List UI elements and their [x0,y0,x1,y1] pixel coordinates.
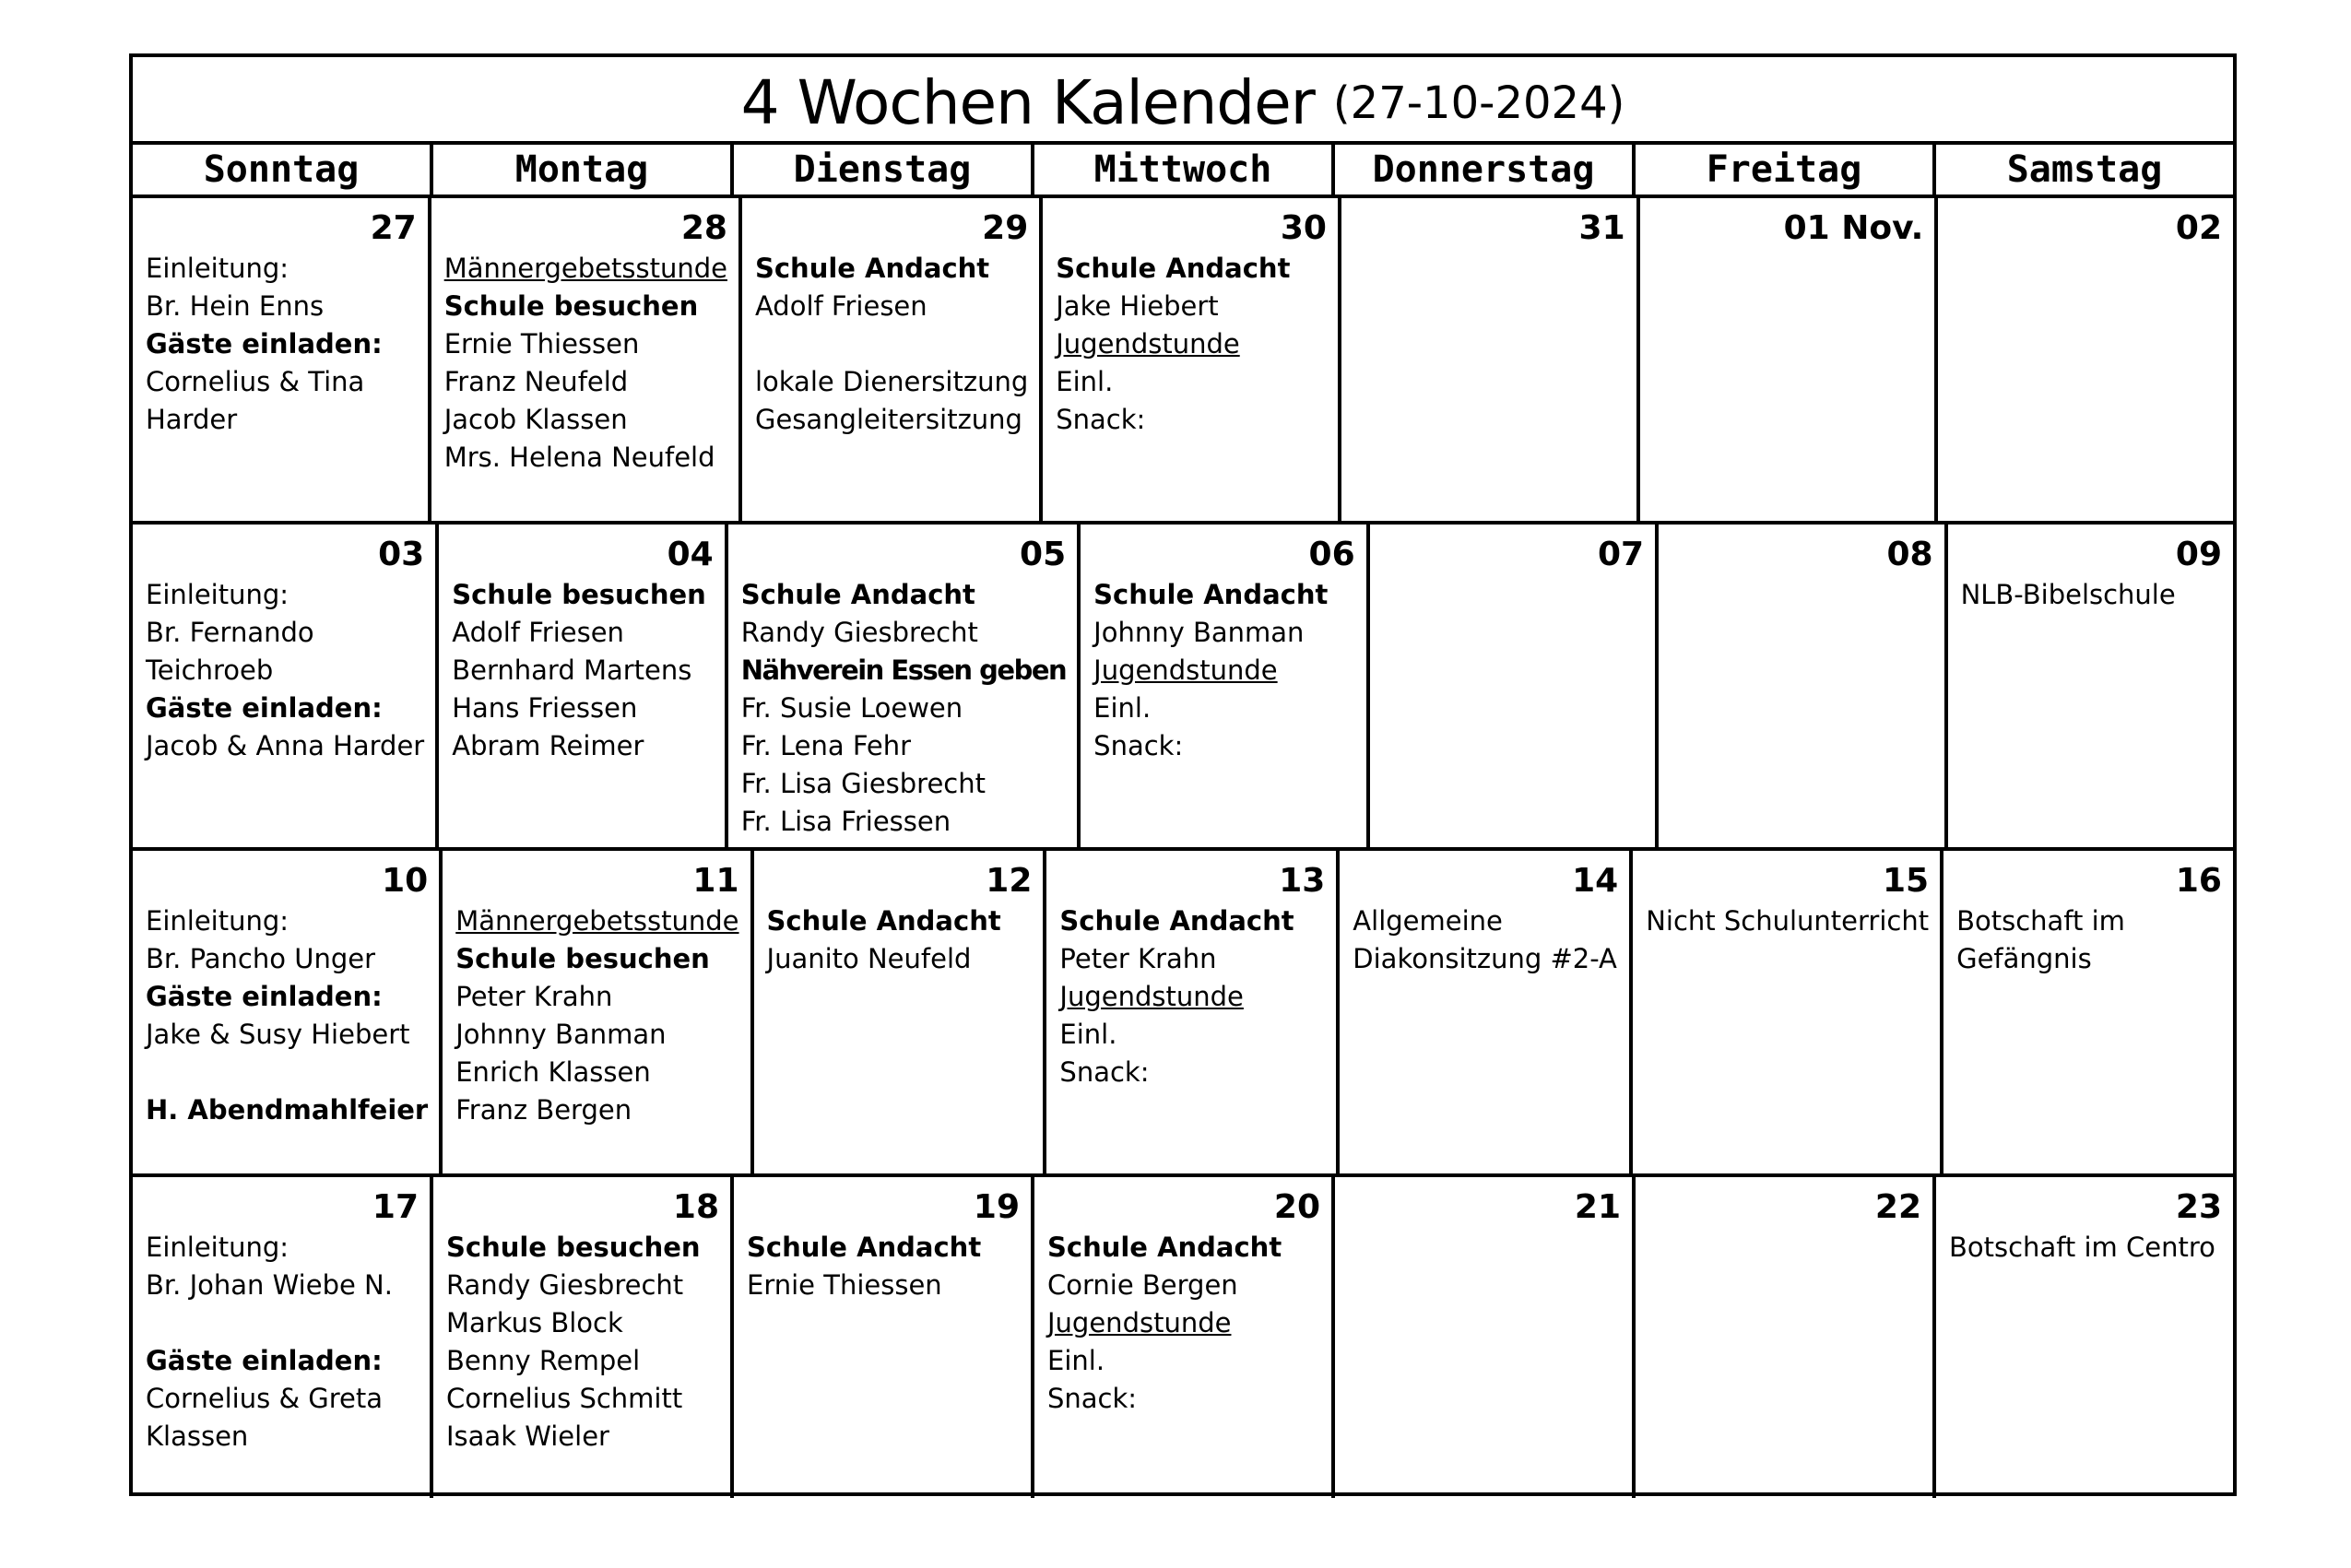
event-line: Schule besuchen [455,943,710,974]
calendar-title [133,57,2233,145]
day-cell [1633,851,1943,1173]
event-line: Diakonsitzung #2-A [1353,943,1617,974]
event-line: Juanito Neufeld [766,943,972,974]
day-cell [1335,1177,1636,1498]
blank-line [146,1304,419,1342]
event-line: Teichroeb [146,654,274,686]
event-line: Jake & Susy Hiebert [146,1019,410,1050]
event-line: NLB-Bibelschule [1960,579,2176,610]
day-number: 03 [378,536,425,573]
event-line: Bernhard Martens [452,654,692,686]
event-line: Schule Andacht [740,579,975,610]
event-line: Schule besuchen [446,1232,701,1263]
blank-line [146,1054,428,1091]
event-line: Schule Andacht [754,253,990,284]
event-line: Br. Fernando [146,617,314,648]
day-number: 01 Nov. [1783,209,1924,247]
event-line: Gefängnis [1956,943,2092,974]
event-line: Br. Hein Enns [146,290,325,322]
day-number: 11 [692,862,739,900]
event-line: Einl. [1047,1345,1105,1376]
day-number: 08 [1886,536,1933,573]
event-line: Snack: [1059,1056,1150,1088]
day-number: 14 [1572,862,1619,900]
week-row [133,198,2233,525]
event-line: Peter Krahn [455,981,613,1012]
event-line: lokale Dienersitzung [754,366,1029,397]
day-number: 29 [982,209,1029,247]
weekday-dienstag: Dienstag [734,145,1034,195]
weekday-donnerstag: Donnerstag [1335,145,1636,195]
title-date: (27-10-2024) [1332,77,1625,129]
day-number: 06 [1308,536,1355,573]
day-number: 19 [973,1188,1020,1226]
day-cell [433,1177,734,1498]
event-line: Botschaft im [1956,905,2125,937]
event-line: Männergebetsstunde [455,905,739,937]
event-line: Botschaft im Centro [1949,1232,2215,1263]
event-line: Ernie Thiessen [443,328,640,360]
day-cell [133,1177,433,1498]
day-number: 10 [382,862,429,900]
event-line: Jugendstunde [1047,1307,1232,1338]
day-cell [1046,851,1340,1173]
event-line: Jake Hiebert [1056,290,1219,322]
day-cell [742,198,1043,521]
event-line: Randy Giesbrecht [446,1269,684,1301]
event-line: Ernie Thiessen [747,1269,942,1301]
event-line: Cornelius & Greta [146,1383,384,1414]
day-number: 18 [672,1188,719,1226]
event-line: Jacob Klassen [443,404,628,435]
event-line: Br. Pancho Unger [146,943,375,974]
event-line: Snack: [1093,730,1184,761]
event-line: Fr. Lisa Friessen [740,806,951,837]
day-cell [728,525,1081,847]
day-number: 21 [1574,1188,1621,1226]
event-line: Klassen [146,1421,249,1452]
event-line: Johnny Banman [1093,617,1305,648]
day-cell [1081,525,1369,847]
weekday-montag: Montag [433,145,734,195]
event-line: Hans Friessen [452,692,638,724]
week-row [133,1177,2233,1498]
event-line: Schule Andacht [766,905,1001,937]
event-line: Jugendstunde [1093,654,1278,686]
event-line: Einleitung: [146,579,289,610]
day-cell [431,198,742,521]
event-line: Enrich Klassen [455,1056,651,1088]
event-line: Snack: [1056,404,1146,435]
day-cell [133,525,439,847]
event-line: Gäste einladen: [146,328,383,360]
event-line: Gäste einladen: [146,981,383,1012]
event-line: Isaak Wieler [446,1421,609,1452]
day-number: 05 [1020,536,1067,573]
event-line: Peter Krahn [1059,943,1217,974]
day-number: 02 [2175,209,2222,247]
event-line: Franz Bergen [455,1094,632,1126]
event-line: Benny Rempel [446,1345,641,1376]
week-row [133,851,2233,1177]
event-line: Schule Andacht [1093,579,1329,610]
event-line: Jugendstunde [1056,328,1240,360]
weekday-sonntag: Sonntag [133,145,433,195]
event-line: Cornelius Schmitt [446,1383,683,1414]
event-line: Einleitung: [146,905,289,937]
weekday-freitag: Freitag [1636,145,1936,195]
event-line: Nähverein Essen geben [740,654,1067,686]
day-number: 15 [1882,862,1930,900]
day-cell [1938,198,2233,521]
day-number: 23 [2175,1188,2222,1226]
event-line: Markus Block [446,1307,623,1338]
day-number: 31 [1578,209,1625,247]
day-number: 30 [1280,209,1327,247]
event-line: Johnny Banman [455,1019,667,1050]
event-line: Mrs. Helena Neufeld [443,442,715,473]
day-number: 28 [680,209,727,247]
event-line: Schule besuchen [452,579,706,610]
event-line: Nicht Schulunterricht [1646,905,1930,937]
day-cell [1034,1177,1335,1498]
day-number: 22 [1874,1188,1921,1226]
day-number: 17 [372,1188,419,1226]
event-line: Snack: [1047,1383,1138,1414]
day-cell [1370,525,1659,847]
weekday-samstag: Samstag [2006,148,2163,191]
day-cell [133,851,443,1173]
event-line: Randy Giesbrecht [740,617,978,648]
weekday-mittwoch: Mittwoch [1034,145,1335,195]
day-cell [1636,1177,1936,1498]
weekday-header-row [133,145,2233,198]
event-line: Jacob & Anna Harder [146,730,425,761]
event-line: Gäste einladen: [146,1345,383,1376]
event-line: Gesangleitersitzung [754,404,1022,435]
event-line: Br. Johan Wiebe N. [146,1269,393,1301]
event-line: Jugendstunde [1059,981,1244,1012]
event-line: Schule Andacht [1059,905,1294,937]
event-line: Gäste einladen: [146,692,383,724]
day-number: 16 [2175,862,2222,900]
day-cell [439,525,727,847]
title-main: 4 Wochen Kalender [740,67,1315,138]
day-cell [1340,851,1633,1173]
event-line: Einl. [1059,1019,1117,1050]
event-line: Schule besuchen [443,290,699,322]
day-cell [1341,198,1640,521]
event-line: Einleitung: [146,1232,289,1263]
day-cell [1948,525,2233,847]
event-line: Schule Andacht [1047,1232,1282,1263]
day-number: 07 [1597,536,1645,573]
day-cell [1640,198,1939,521]
day-number: 04 [667,536,714,573]
day-cell [734,1177,1034,1498]
day-cell [1936,1177,2233,1498]
event-line: Fr. Lisa Giesbrecht [740,768,986,799]
event-line: Schule Andacht [747,1232,982,1263]
day-number: 13 [1279,862,1326,900]
event-line: Einl. [1093,692,1152,724]
event-line: Franz Neufeld [443,366,629,397]
calendar [129,53,2237,1496]
event-line: Fr. Susie Loewen [740,692,963,724]
event-line: Adolf Friesen [452,617,624,648]
blank-line [755,325,1028,363]
day-cell [754,851,1047,1173]
day-number: 09 [2175,536,2223,573]
week-row [133,525,2233,851]
event-line: Harder [146,404,238,435]
day-cell [443,851,753,1173]
day-number: 20 [1273,1188,1320,1226]
weeks-grid [133,198,2233,1498]
event-line: H. Abendmahlfeier [146,1094,429,1126]
event-line: Cornie Bergen [1047,1269,1238,1301]
day-cell [1659,525,1947,847]
event-line: Fr. Lena Fehr [740,730,912,761]
day-cell [1943,851,2233,1173]
event-line: Einl. [1056,366,1114,397]
event-line: Allgemeine [1353,905,1503,937]
event-line: Männergebetsstunde [443,253,727,284]
event-line: Cornelius & Tina [146,366,365,397]
event-line: Abram Reimer [452,730,644,761]
day-number: 12 [986,862,1033,900]
event-line: Adolf Friesen [754,290,927,322]
day-number: 27 [370,209,417,247]
day-cell [133,198,431,521]
event-line: Einleitung: [146,253,289,284]
day-cell [1043,198,1341,521]
event-line: Schule Andacht [1056,253,1291,284]
